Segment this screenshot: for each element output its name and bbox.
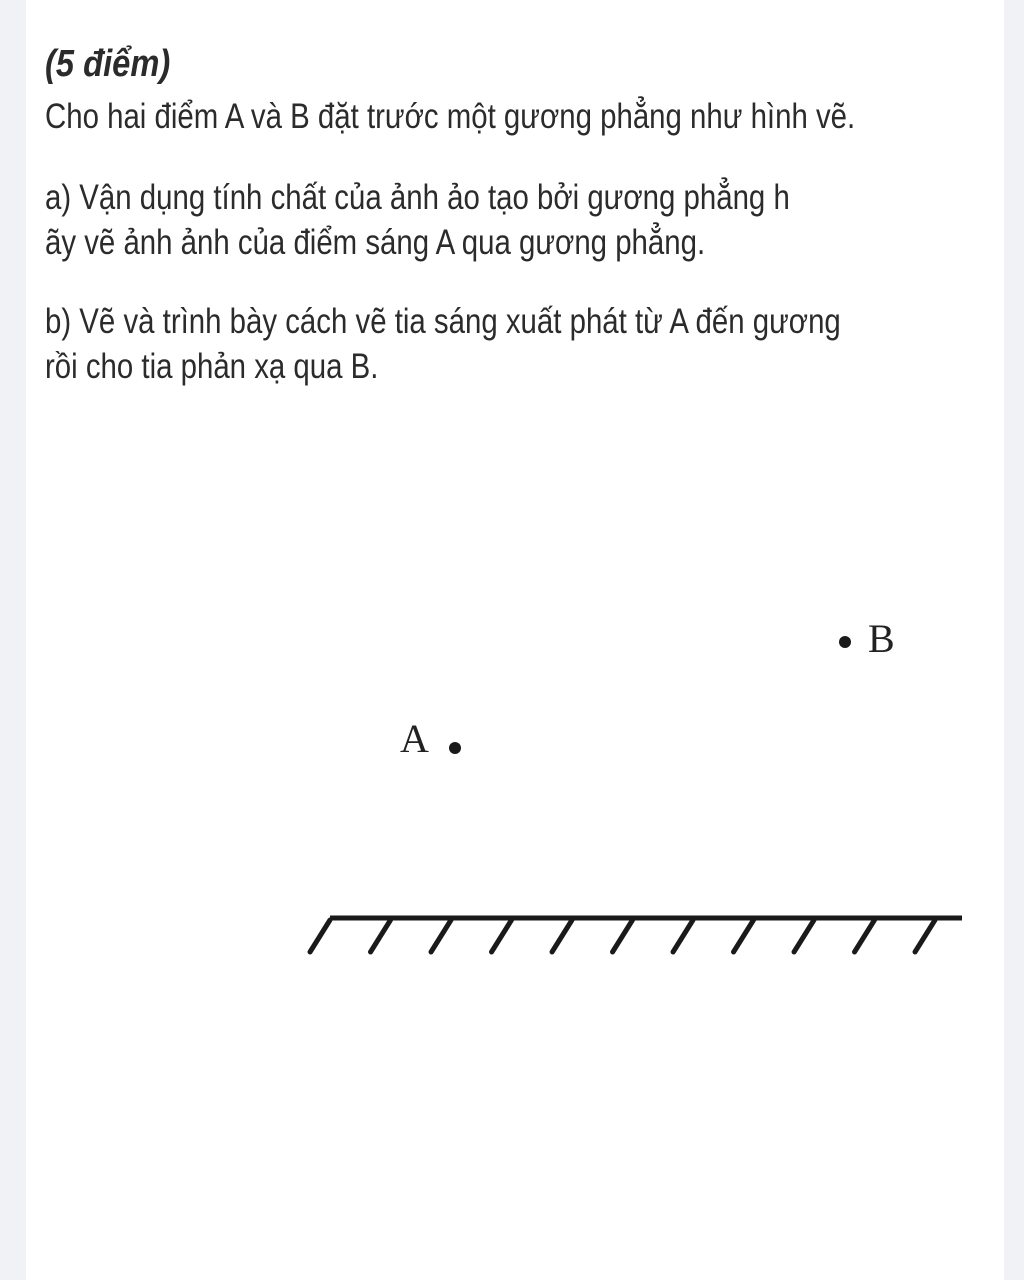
problem-text xyxy=(45,38,965,389)
question-b-line-1: b) Vẽ và trình bày cách vẽ tia sáng xuất phát từ A đến gương xyxy=(45,302,841,341)
point-a-label: A xyxy=(400,716,429,761)
problem-intro: Cho hai điểm A và B đặt trước một gương phẳng như hình vẽ. xyxy=(45,97,856,136)
question-a-line-2: ãy vẽ ảnh ảnh của điểm sáng A qua gương phẳng. xyxy=(45,223,706,262)
question-a xyxy=(45,175,818,265)
question-b xyxy=(45,299,841,389)
points-heading: (5 điểm) xyxy=(45,43,171,85)
question-b-line-2: rồi cho tia phản xạ qua B. xyxy=(45,347,379,386)
point-b-label: B xyxy=(868,616,895,661)
question-a-line-1: a) Vận dụng tính chất của ảnh ảo tạo bởi gương phẳng h xyxy=(45,178,790,217)
